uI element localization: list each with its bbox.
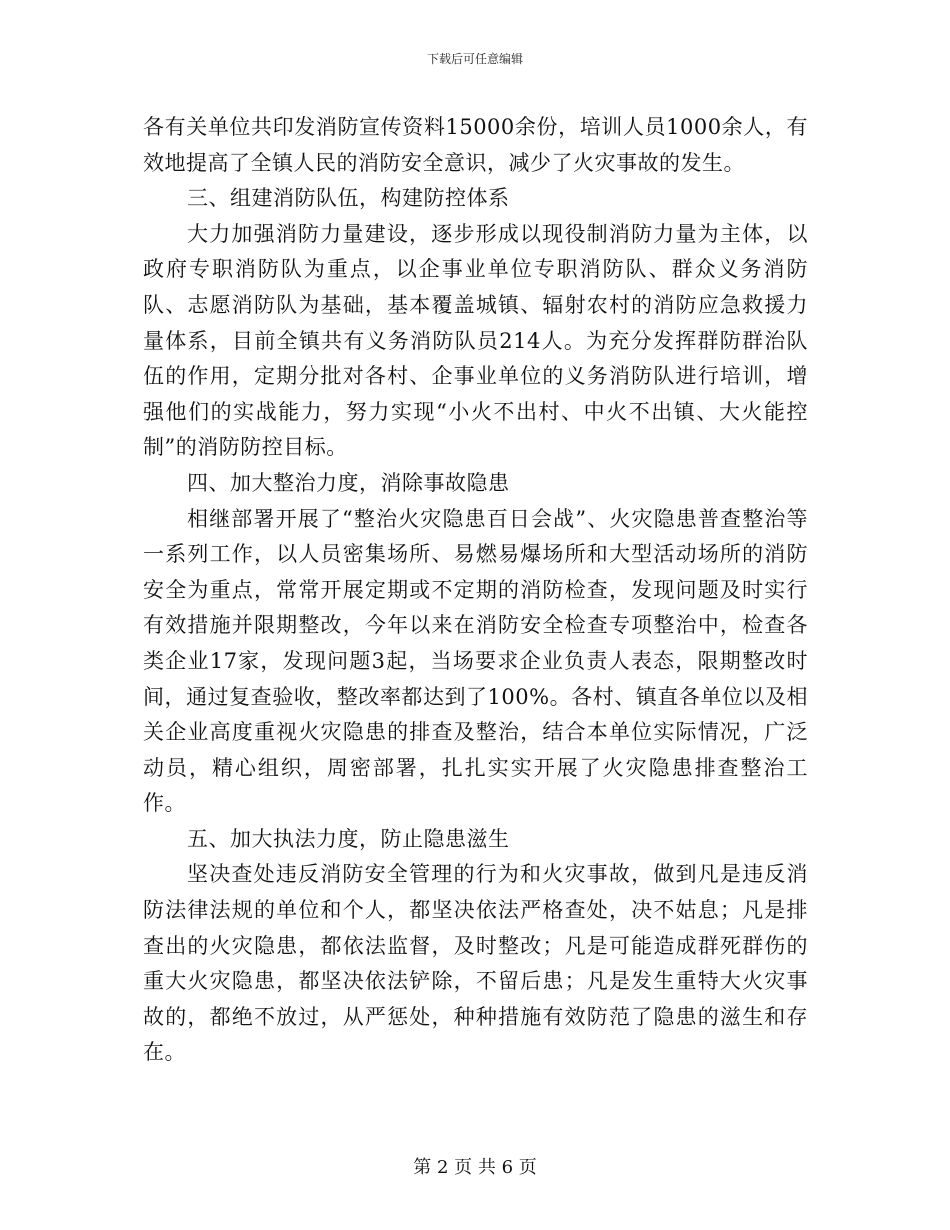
section-heading-5: 五、加大执法力度，防止隐患滋生 [187, 826, 510, 851]
page-header: 下载后可任意编辑 [426, 52, 523, 66]
paragraph-section-5: 坚决查处违反消防安全管理的行为和火灾事故，做到凡是违反消防法律法规的单位和个人，都坚决依法严格查处，决不姑息；凡是排查出的火灾隐患，都依法监督，及时整改；凡是可能造成群死群伤的重大火灾隐患，都坚决依法铲除，不留后患；凡是发生重特大火灾事故的，都绝不放过，从严惩处，种种措施有效防范了隐患的滋生和存在。 [143, 862, 808, 1065]
paragraph-continuation: 各有关单位共印发消防宣传资料15000余份，培训人员1000余人，有效地提高了全镇人民的消防安全意识，减少了火灾事故的发生。 [143, 115, 808, 175]
page-number: 第 2 页 共 6 页 [413, 1157, 537, 1178]
section-heading-4: 四、加大整治力度，消除事故隐患 [187, 470, 510, 495]
document-body [143, 110, 808, 1071]
paragraph-section-3: 大力加强消防力量建设，逐步形成以现役制消防力量为主体，以政府专职消防队为重点，以企事业单位专职消防队、群众义务消防队、志愿消防队为基础，基本覆盖城镇、辐射农村的消防应急救援力量体系，目前全镇共有义务消防队员214人。为充分发挥群防群治队伍的作用，定期分批对各村、企事业单位的义务消防队进行培训，增强他们的实战能力，努力实现“小火不出村、中火不出镇、大火能控制”的消防防控目标。 [143, 221, 808, 460]
paragraph-section-4: 相继部署开展了“整治火灾隐患百日会战”、火灾隐患普查整治等一系列工作，以人员密集场所、易燃易爆场所和大型活动场所的消防安全为重点，常常开展定期或不定期的消防检查，发现问题及时实行有效措施并限期整改，今年以来在消防安全检查专项整治中，检查各类企业17家，发现问题3起，当场要求企业负责人表态，限期整改时间，通过复查验收，整改率都达到了100%。各村、镇直各单位以及相关企业高度重视火灾隐患的排查及整治，结合本单位实际情况，广泛动员，精心组织，周密部署，扎扎实实开展了火灾隐患排查整治工作。 [143, 506, 808, 816]
section-heading-3: 三、组建消防队伍，构建防控体系 [187, 186, 510, 211]
